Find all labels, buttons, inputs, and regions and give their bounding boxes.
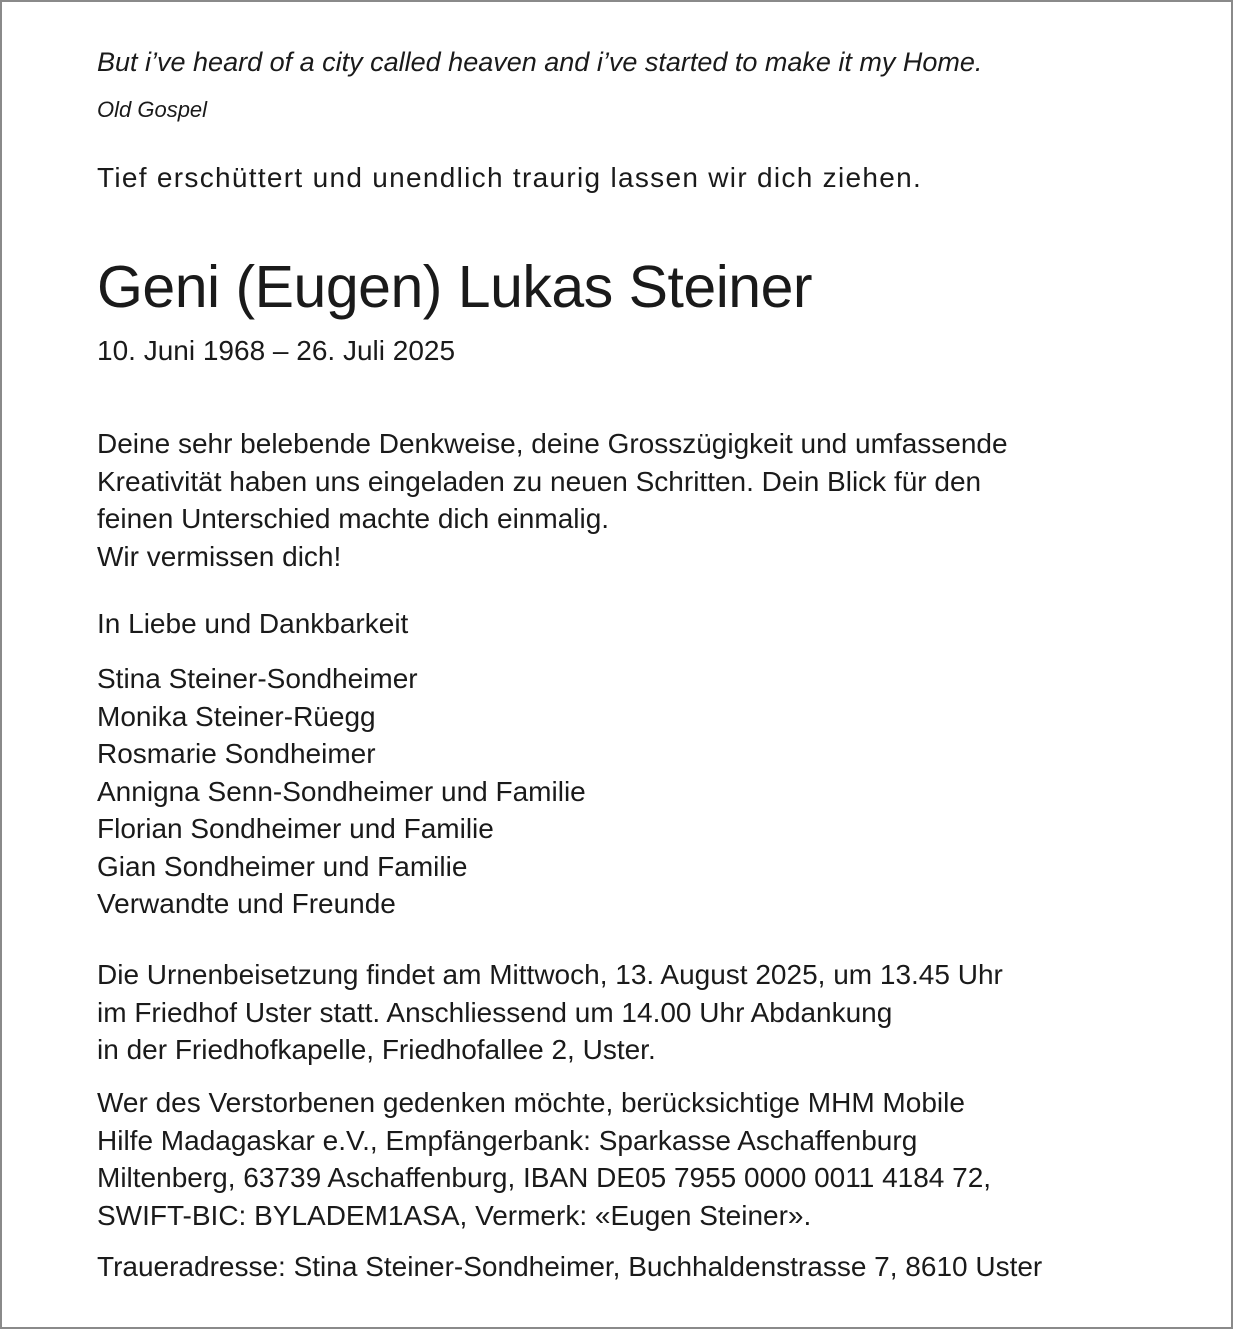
- mourner-name: Verwandte und Freunde: [97, 888, 396, 919]
- intro-text: Tief erschüttert und unendlich traurig lassen wir dich ziehen.: [97, 162, 923, 193]
- deceased-dates: 10. Juni 1968 – 26. Juli 2025: [97, 335, 456, 366]
- tribute-line: Wir vermissen dich!: [97, 540, 342, 572]
- ceremony-line: in der Friedhofkapelle, Friedhofallee 2, Uster.: [97, 1034, 656, 1065]
- mourners-list: [97, 660, 586, 923]
- mourner-name: Monika Steiner-Rüegg: [97, 700, 376, 732]
- tribute-text: [97, 425, 1008, 575]
- donation-line: Miltenberg, 63739 Aschaffenburg, IBAN DE05 7955 0000 0011 4184 72,: [97, 1162, 992, 1193]
- ceremony-line: im Friedhof Uster statt. Anschliessend um 14.00 Uhr Abdankung: [97, 996, 893, 1028]
- donation-line: Wer des Verstorbenen gedenken möchte, berücksichtige MHM Mobile: [97, 1087, 965, 1118]
- mourner-name: Gian Sondheimer und Familie: [97, 850, 468, 882]
- mourner-name: Rosmarie Sondheimer: [97, 738, 376, 769]
- mourning-address: Traueradresse: Stina Steiner-Sondheimer, Buchhaldenstrasse 7, 8610 Uster: [97, 1251, 1043, 1282]
- mourner-name: Annigna Senn-Sondheimer und Familie: [97, 775, 586, 807]
- tribute-line: Deine sehr belebende Denkweise, deine Grosszügigkeit und umfassende: [97, 428, 1008, 459]
- donation-line: Hilfe Madagaskar e.V., Empfängerbank: Sparkasse Aschaffenburg: [97, 1124, 918, 1156]
- tribute-line: Kreativität haben uns eingeladen zu neuen Schritten. Dein Blick für den: [97, 465, 982, 497]
- quote-source: Old Gospel: [97, 97, 208, 122]
- donation-info: [97, 1084, 991, 1234]
- signoff-text: In Liebe und Dankbarkeit: [97, 608, 409, 639]
- donation-line: SWIFT-BIC: BYLADEM1ASA, Vermerk: «Eugen Steiner».: [97, 1199, 812, 1231]
- quote-text: But i’ve heard of a city called heaven and i’ve started to make it my Home.: [97, 47, 983, 77]
- deceased-name: Geni (Eugen) Lukas Steiner: [97, 254, 813, 320]
- mourner-name: Stina Steiner-Sondheimer: [97, 663, 418, 694]
- ceremony-info: [97, 956, 1003, 1069]
- ceremony-line: Die Urnenbeisetzung findet am Mittwoch, 13. August 2025, um 13.45 Uhr: [97, 959, 1003, 990]
- tribute-line: feinen Unterschied machte dich einmalig.: [97, 503, 610, 534]
- mourner-name: Florian Sondheimer und Familie: [97, 813, 494, 844]
